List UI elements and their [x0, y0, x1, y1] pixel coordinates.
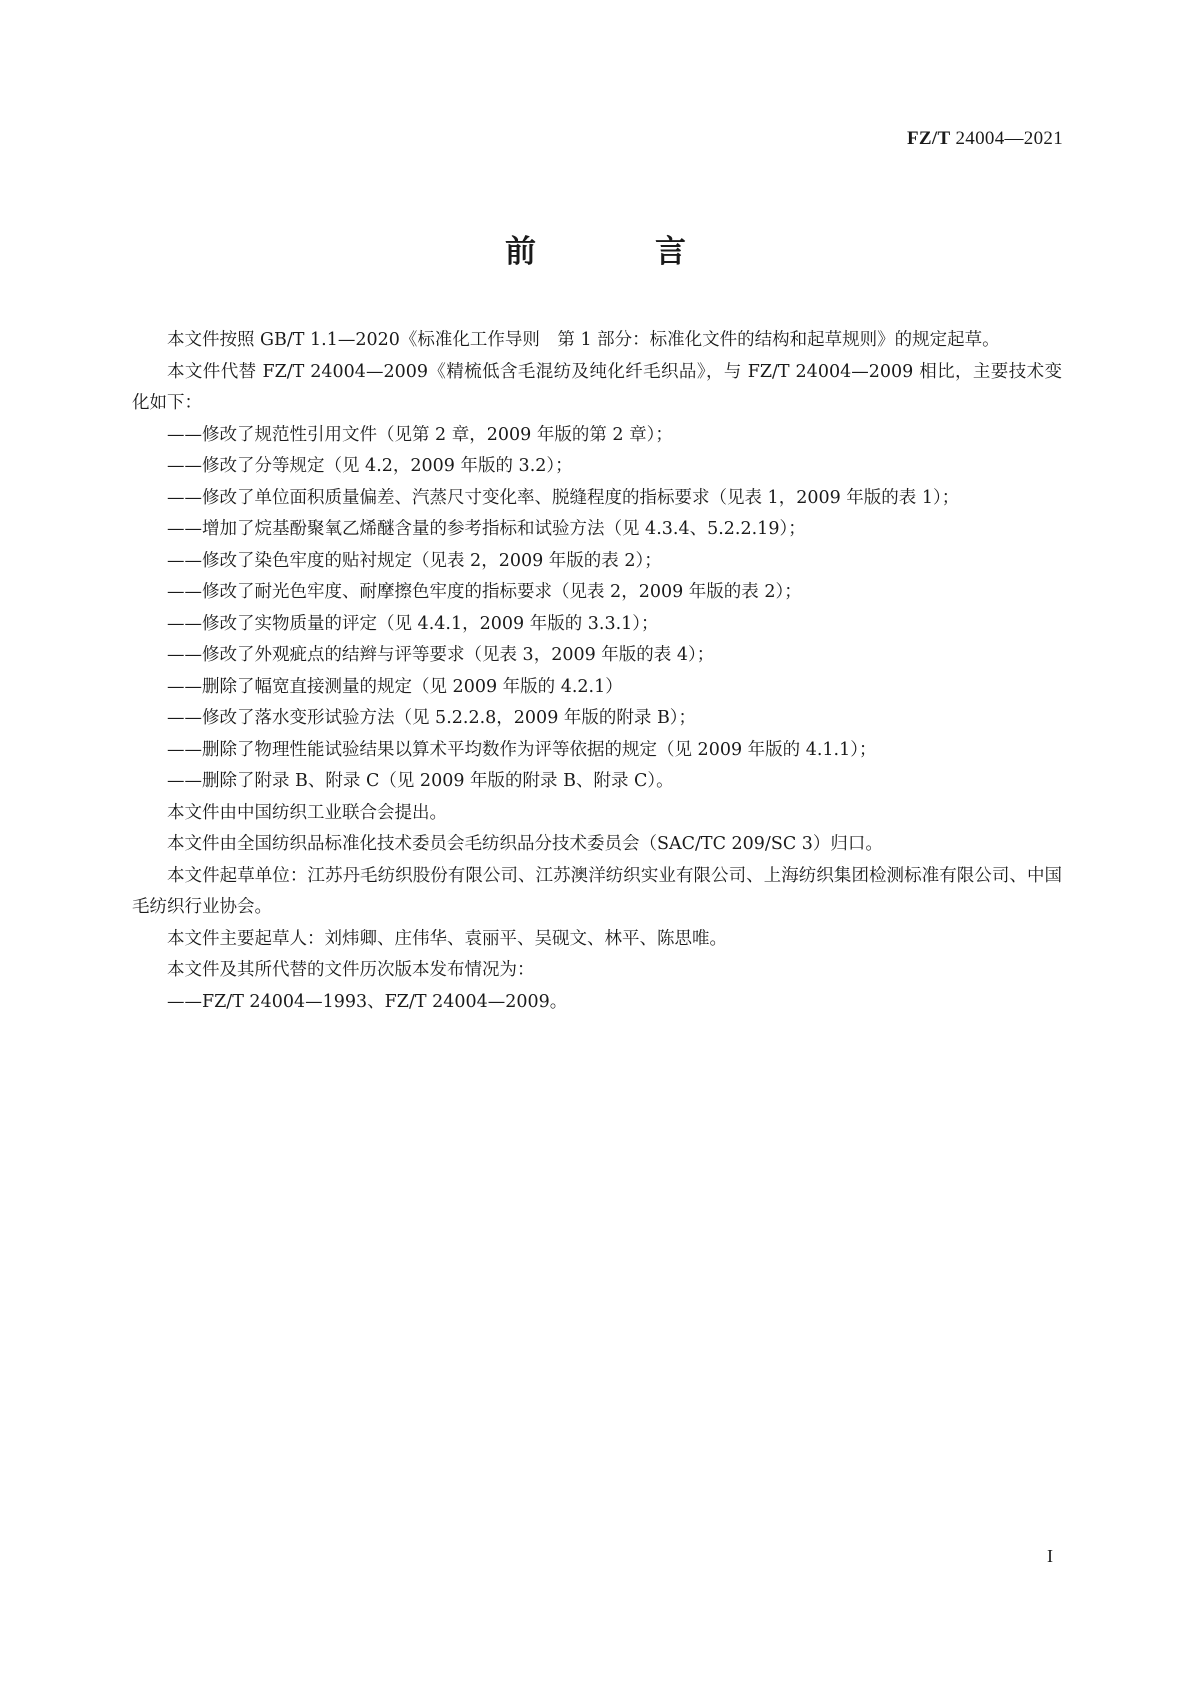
change-item: ——删除了附录 B、附录 C（见 2009 年版的附录 B、附录 C）。	[167, 771, 674, 791]
change-item: ——修改了耐光色牢度、耐摩擦色牢度的指标要求（见表 2，2009 年版的表 2）；	[167, 582, 802, 602]
change-item: ——修改了单位面积质量偏差、汽蒸尺寸变化率、脱缝程度的指标要求（见表 1，2009 年版的表 1）；	[167, 487, 960, 508]
drafters-paragraph: 本文件主要起草人：刘炜卿、庄伟华、袁丽平、吴砚文、林平、陈思唯。	[167, 928, 727, 949]
intro-paragraph-gbt: 本文件按照 GB/T 1.1—2020《标准化工作导则 第 1 部分：标准化文件的结构和起草规则》的规定起草。	[167, 330, 1000, 350]
page-title: 前 言	[505, 234, 730, 270]
document-code-prefix: FZ/T	[907, 128, 951, 149]
change-item: ——增加了烷基酚聚氧乙烯醚含量的参考指标和试验方法（见 4.3.4、5.2.2.19）；	[167, 519, 806, 539]
change-item: ——修改了分等规定（见 4.2，2009 年版的 3.2）；	[167, 456, 573, 476]
change-item: ——修改了外观疵点的结辫与评等要求（见表 3，2009 年版的表 4）；	[167, 645, 715, 665]
committee-paragraph: 本文件由全国纺织品标准化技术委员会毛纺织品分技术委员会（SAC/TC 209/SC 3）归口。	[167, 834, 883, 854]
history-item: ——FZ/T 24004—1993、FZ/T 24004—2009。	[167, 991, 568, 1012]
history-intro-paragraph: 本文件及其所代替的文件历次版本发布情况为：	[167, 960, 535, 980]
intro-paragraph-replacement: 本文件代替 FZ/T 24004—2009《精梳低含毛混纺及纯化纤毛织品》，与 FZ/T 24004—2009 相比，主要技术变化如下：	[132, 361, 1062, 413]
page-number: I	[1047, 1546, 1053, 1566]
change-item: ——修改了实物质量的评定（见 4.4.1，2009 年版的 3.3.1）；	[167, 613, 659, 634]
drafting-units-paragraph: 本文件起草单位：江苏丹毛纺织股份有限公司、江苏澳洋纺织实业有限公司、上海纺织集团检测标准有限公司、中国毛纺织行业协会。	[132, 865, 1062, 917]
document-code	[907, 128, 1063, 150]
preface-body	[132, 325, 1062, 1018]
change-item: ——修改了规范性引用文件（见第 2 章，2009 年版的第 2 章）；	[167, 424, 673, 445]
proposer-paragraph: 本文件由中国纺织工业联合会提出。	[167, 802, 447, 823]
change-item: ——删除了幅宽直接测量的规定（见 2009 年版的 4.2.1）	[167, 676, 623, 697]
change-item: ——修改了染色牢度的贴衬规定（见表 2，2009 年版的表 2）；	[167, 550, 662, 571]
change-item: ——修改了落水变形试验方法（见 5.2.2.8，2009 年版的附录 B）；	[167, 708, 697, 728]
change-item: ——删除了物理性能试验结果以算术平均数作为评等依据的规定（见 2009 年版的 4.1.1）；	[167, 739, 877, 760]
document-code-number: 24004—2021	[955, 128, 1063, 149]
